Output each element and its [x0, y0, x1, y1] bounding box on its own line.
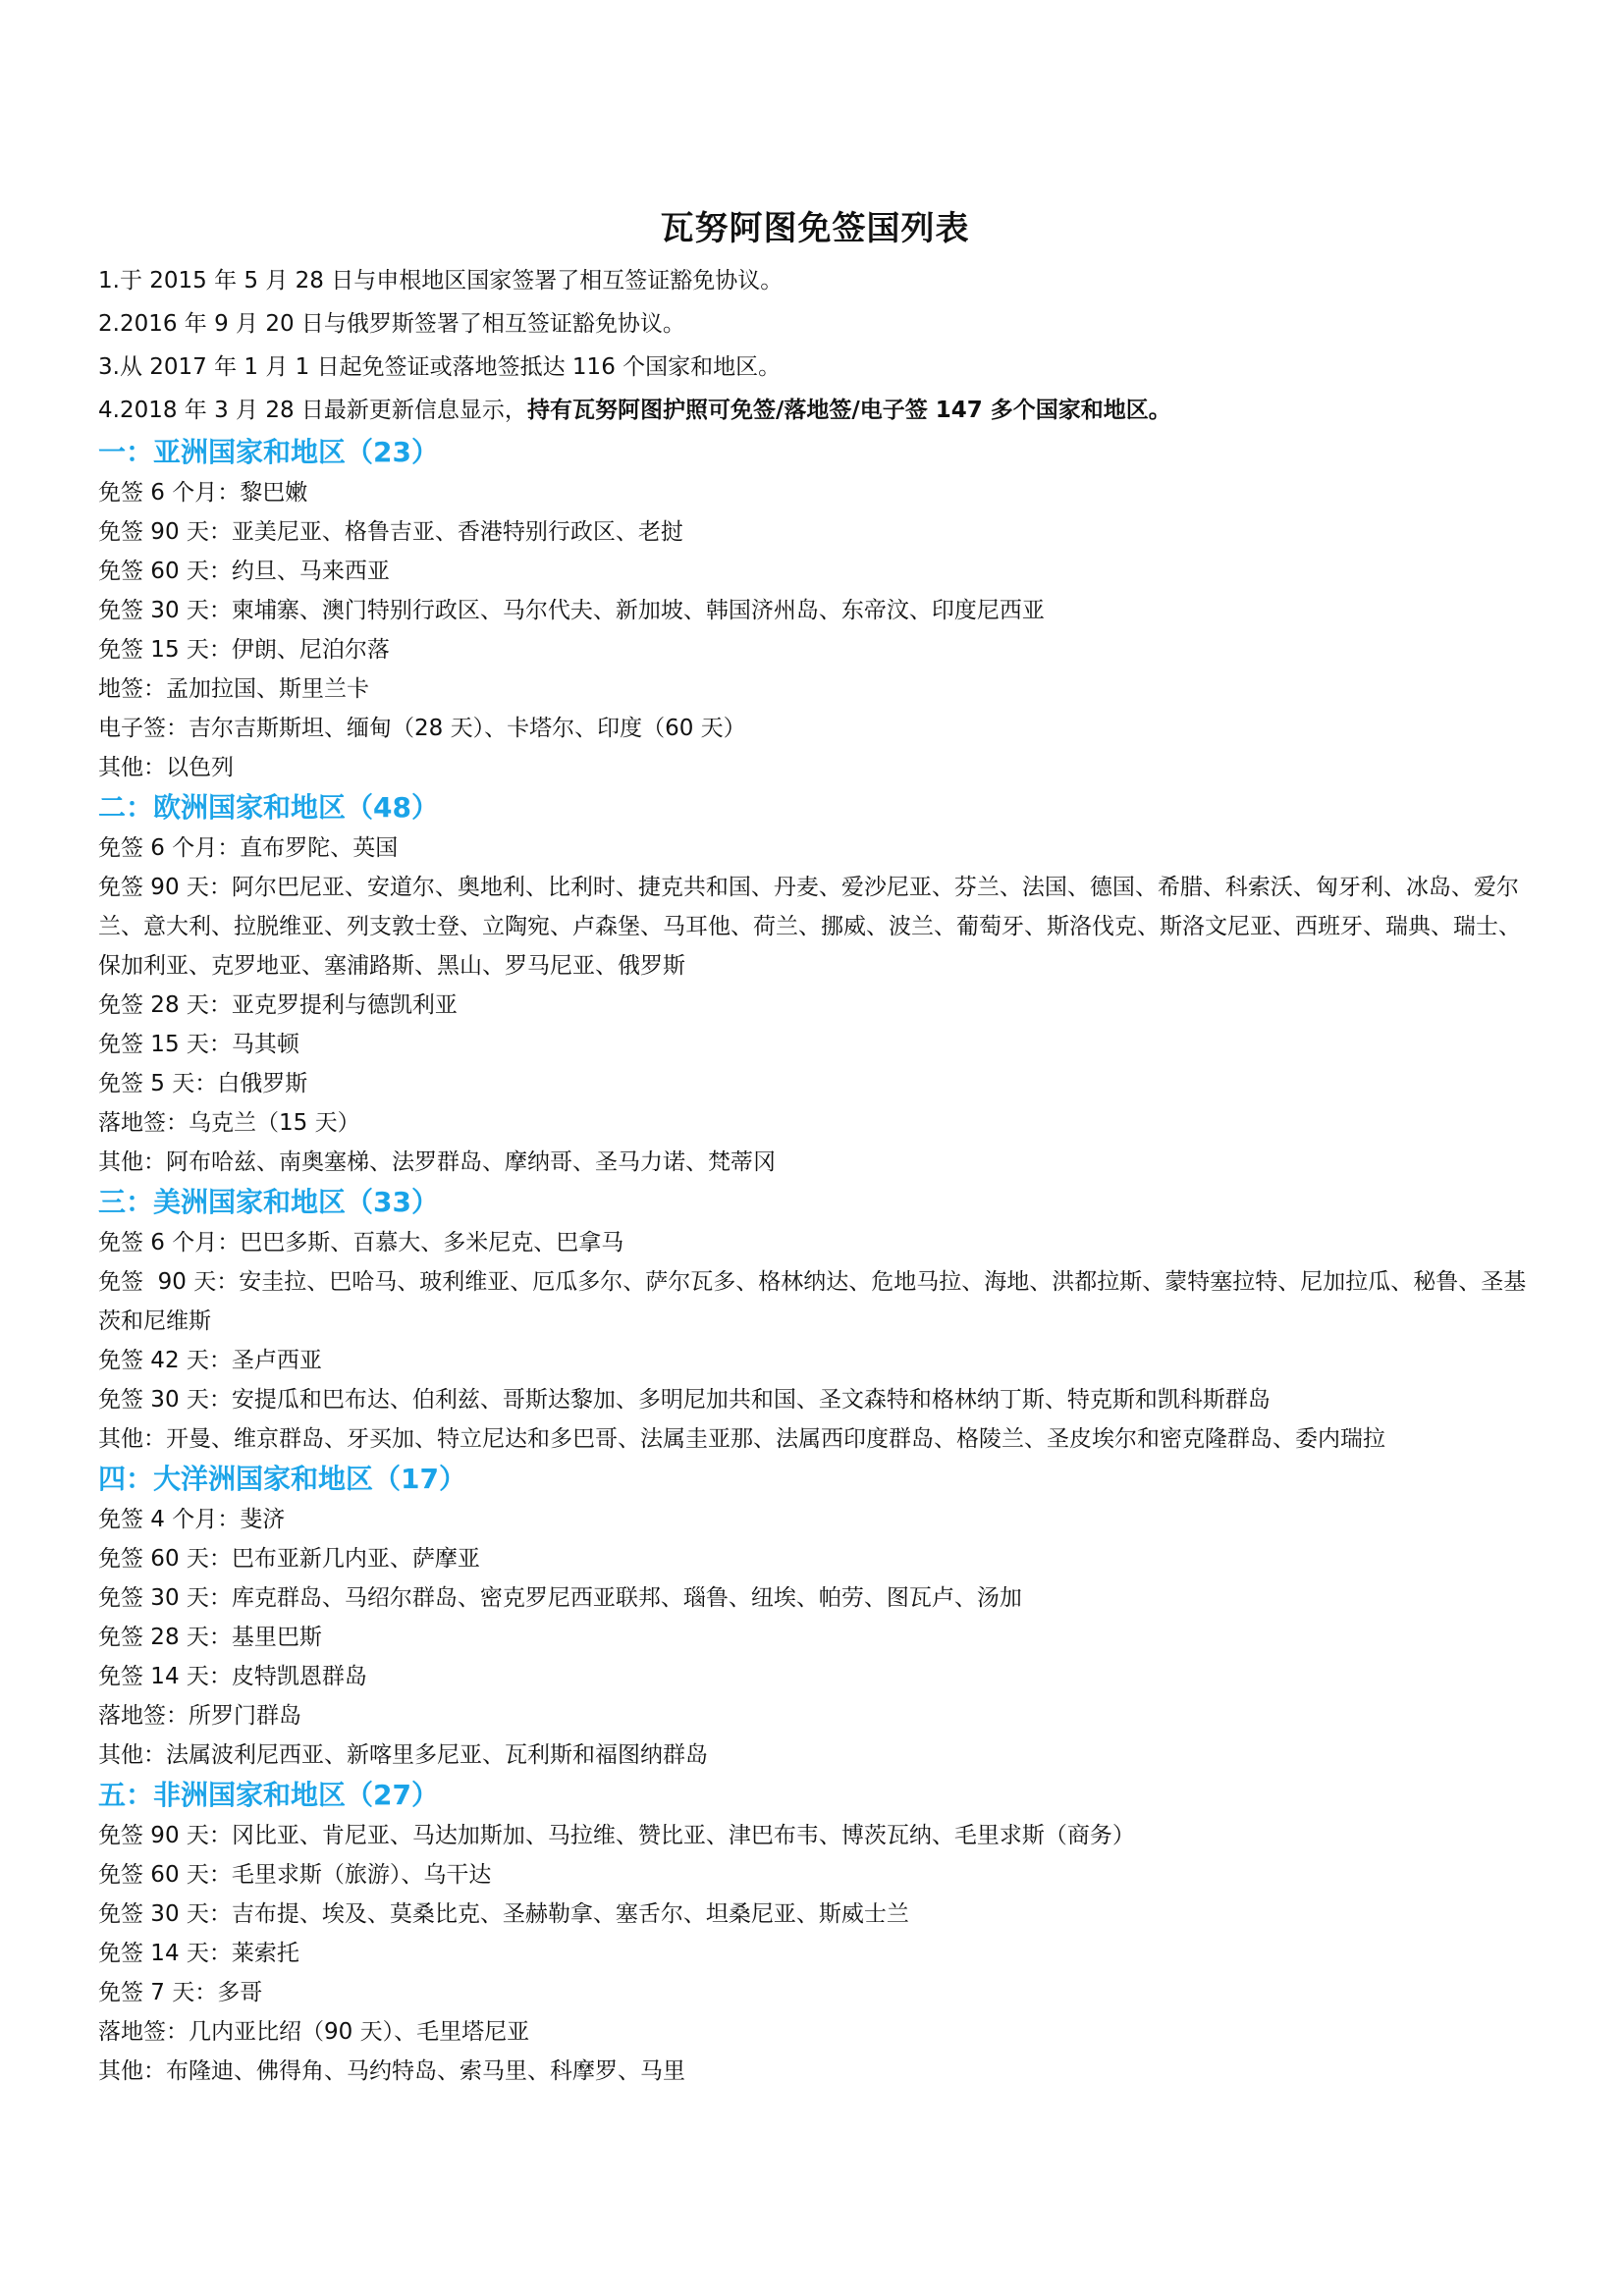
visa-countries: 直布罗陀、英国 [240, 835, 399, 861]
visa-countries: 几内亚比绍（90 天）、毛里塔尼亚 [189, 2019, 530, 2045]
visa-label: 免签 7 天： [98, 1980, 218, 2005]
section-asia [98, 432, 1532, 787]
visa-label: 免签 6 个月： [98, 480, 241, 506]
visa-label: 免签 28 天： [98, 1625, 232, 1650]
visa-label: 免签 30 天： [98, 598, 232, 623]
visa-label: 免签 15 天： [98, 1032, 232, 1057]
visa-label: 免签 28 天： [98, 992, 232, 1018]
visa-label: 其他： [98, 1426, 166, 1452]
visa-label: 免签 42 天： [98, 1348, 232, 1373]
section-africa [98, 1775, 1532, 2091]
visa-countries: 库克群岛、马绍尔群岛、密克罗尼西亚联邦、瑙鲁、纽埃、帕劳、图瓦卢、汤加 [231, 1585, 1022, 1611]
section-europe [98, 787, 1532, 1182]
intro-list [98, 259, 1532, 432]
visa-row [98, 1855, 1532, 1895]
visa-row [98, 1816, 1532, 1855]
visa-row [98, 1657, 1532, 1696]
visa-label: 电子签： [98, 716, 189, 741]
visa-countries: 孟加拉国、斯里兰卡 [166, 676, 369, 702]
visa-row [98, 1973, 1532, 2012]
visa-countries: 安圭拉、巴哈马、玻利维亚、厄瓜多尔、萨尔瓦多、格林纳达、危地马拉、海地、洪都拉斯、蒙特塞拉特、尼加拉瓜、秘鲁、圣基茨和尼维斯 [98, 1269, 1527, 1334]
visa-label: 免签 30 天： [98, 1585, 232, 1611]
visa-label: 落地签： [98, 1110, 189, 1136]
visa-countries: 阿尔巴尼亚、安道尔、奥地利、比利时、捷克共和国、丹麦、爱沙尼亚、芬兰、法国、德国、希腊、科索沃、匈牙利、冰岛、爱尔兰、意大利、拉脱维亚、列支敦士登、立陶宛、卢森堡、马耳他、荷兰、挪威、波兰、葡萄牙、斯洛伐克、斯洛文尼亚、西班牙、瑞典、瑞士、保加利亚、克罗地亚、塞浦路斯、黑山、罗马尼亚、俄罗斯 [98, 875, 1521, 979]
visa-label: 地签： [98, 676, 166, 702]
visa-row [98, 1539, 1532, 1578]
visa-row [98, 552, 1532, 591]
visa-countries: 基里巴斯 [231, 1625, 322, 1650]
visa-row [98, 1578, 1532, 1618]
visa-row [98, 591, 1532, 630]
intro-item [98, 302, 1532, 346]
intro-item [98, 389, 1532, 432]
visa-countries: 伊朗、尼泊尔落 [231, 637, 390, 663]
section-heading: 二：欧洲国家和地区（48） [98, 791, 439, 824]
document-title: 瓦努阿图免签国列表 [660, 209, 970, 248]
section-heading: 四：大洋洲国家和地区（17） [98, 1463, 466, 1495]
section-oceania [98, 1459, 1532, 1775]
visa-row [98, 1103, 1532, 1143]
intro-text: 2.2016 年 9 月 20 日与俄罗斯签署了相互签证豁免协议。 [98, 311, 685, 337]
visa-countries: 吉尔吉斯斯坦、缅甸（28 天）、卡塔尔、印度（60 天） [189, 716, 746, 741]
visa-countries: 所罗门群岛 [189, 1703, 301, 1729]
intro-text: 4.2018 年 3 月 28 日最新更新信息显示， [98, 398, 527, 423]
intro-item [98, 346, 1532, 389]
intro-bold-text: 持有瓦努阿图护照可免签/落地签/电子签 147 多个国家和地区。 [526, 398, 1171, 423]
visa-countries: 莱索托 [231, 1941, 299, 1966]
visa-countries: 圣卢西亚 [231, 1348, 322, 1373]
visa-label: 免签 90 天： [98, 1823, 232, 1848]
visa-countries: 亚美尼亚、格鲁吉亚、香港特别行政区、老挝 [231, 519, 683, 545]
visa-row [98, 709, 1532, 748]
visa-countries: 冈比亚、肯尼亚、马达加斯加、马拉维、赞比亚、津巴布韦、博茨瓦纳、毛里求斯（商务） [231, 1823, 1135, 1848]
visa-row [98, 1696, 1532, 1735]
visa-countries: 约旦、马来西亚 [231, 559, 390, 584]
section-heading: 一：亚洲国家和地区（23） [98, 436, 439, 468]
visa-label: 其他： [98, 2058, 166, 2084]
visa-row [98, 1341, 1532, 1380]
visa-countries: 巴巴多斯、百慕大、多米尼克、巴拿马 [240, 1230, 624, 1255]
visa-row [98, 1895, 1532, 1934]
visa-row [98, 630, 1532, 669]
visa-row [98, 1064, 1532, 1103]
visa-row [98, 1025, 1532, 1064]
visa-row [98, 828, 1532, 868]
visa-label: 落地签： [98, 1703, 189, 1729]
visa-countries: 开曼、维京群岛、牙买加、特立尼达和多巴哥、法属圭亚那、法属西印度群岛、格陵兰、圣皮埃尔和密克隆群岛、委内瑞拉 [166, 1426, 1385, 1452]
visa-countries: 阿布哈兹、南奥塞梯、法罗群岛、摩纳哥、圣马力诺、梵蒂冈 [166, 1149, 776, 1175]
visa-countries: 以色列 [166, 755, 234, 780]
visa-label: 免签 30 天： [98, 1387, 232, 1413]
visa-row [98, 1735, 1532, 1775]
visa-row [98, 748, 1532, 787]
visa-label: 其他： [98, 1742, 166, 1768]
visa-countries: 法属波利尼西亚、新喀里多尼亚、瓦利斯和福图纳群岛 [166, 1742, 708, 1768]
visa-row [98, 473, 1532, 512]
visa-label: 免签 6 个月： [98, 1230, 241, 1255]
visa-row [98, 1618, 1532, 1657]
visa-countries: 布隆迪、佛得角、马约特岛、索马里、科摩罗、马里 [166, 2058, 685, 2084]
visa-countries: 巴布亚新几内亚、萨摩亚 [231, 1546, 480, 1572]
visa-label: 免签 5 天： [98, 1071, 218, 1096]
visa-row [98, 986, 1532, 1025]
visa-label: 免签 14 天： [98, 1664, 232, 1689]
visa-label: 免签 60 天： [98, 559, 232, 584]
visa-countries: 多哥 [217, 1980, 263, 2005]
section-heading: 三：美洲国家和地区（33） [98, 1186, 439, 1218]
visa-label: 其他： [98, 755, 166, 780]
intro-item [98, 259, 1532, 302]
intro-text: 1.于 2015 年 5 月 28 日与申根地区国家签署了相互签证豁免协议。 [98, 268, 784, 294]
visa-row [98, 512, 1532, 552]
visa-label: 免签 90 天： [98, 875, 232, 900]
visa-countries: 毛里求斯（旅游）、乌干达 [231, 1862, 492, 1888]
visa-countries: 柬埔寨、澳门特别行政区、马尔代夫、新加坡、韩国济州岛、东帝汶、印度尼西亚 [231, 598, 1045, 623]
visa-label: 免签 4 个月： [98, 1507, 241, 1532]
visa-label: 免签 30 天： [98, 1901, 232, 1927]
visa-countries: 皮特凯恩群岛 [231, 1664, 367, 1689]
visa-row [98, 1934, 1532, 1973]
visa-countries: 亚克罗提利与德凯利亚 [231, 992, 458, 1018]
visa-row [98, 1380, 1532, 1419]
visa-countries: 乌克兰（15 天） [189, 1110, 360, 1136]
visa-label: 落地签： [98, 2019, 189, 2045]
visa-label: 其他： [98, 1149, 166, 1175]
visa-row [98, 669, 1532, 709]
visa-countries: 黎巴嫩 [240, 480, 308, 506]
visa-label: 免签 90 天： [98, 1269, 240, 1295]
visa-label: 免签 60 天： [98, 1862, 232, 1888]
document-page [98, 201, 1532, 2091]
visa-label: 免签 15 天： [98, 637, 232, 663]
visa-countries: 白俄罗斯 [217, 1071, 308, 1096]
intro-text: 3.从 2017 年 1 月 1 日起免签证或落地签抵达 116 个国家和地区。 [98, 354, 782, 380]
visa-label: 免签 60 天： [98, 1546, 232, 1572]
visa-label: 免签 90 天： [98, 519, 232, 545]
visa-countries: 斐济 [240, 1507, 286, 1532]
visa-row [98, 1143, 1532, 1182]
visa-countries: 吉布提、埃及、莫桑比克、圣赫勒拿、塞舌尔、坦桑尼亚、斯威士兰 [231, 1901, 909, 1927]
section-heading: 五：非洲国家和地区（27） [98, 1779, 439, 1811]
visa-row [98, 1500, 1532, 1539]
visa-row [98, 2012, 1532, 2052]
section-americas [98, 1182, 1532, 1459]
visa-label: 免签 14 天： [98, 1941, 232, 1966]
visa-row [98, 868, 1532, 986]
visa-countries: 马其顿 [231, 1032, 299, 1057]
visa-row [98, 1419, 1532, 1459]
visa-row [98, 1262, 1532, 1341]
visa-row [98, 2052, 1532, 2091]
visa-countries: 安提瓜和巴布达、伯利兹、哥斯达黎加、多明尼加共和国、圣文森特和格林纳丁斯、特克斯和凯科斯群岛 [231, 1387, 1271, 1413]
visa-label: 免签 6 个月： [98, 835, 241, 861]
visa-row [98, 1223, 1532, 1262]
